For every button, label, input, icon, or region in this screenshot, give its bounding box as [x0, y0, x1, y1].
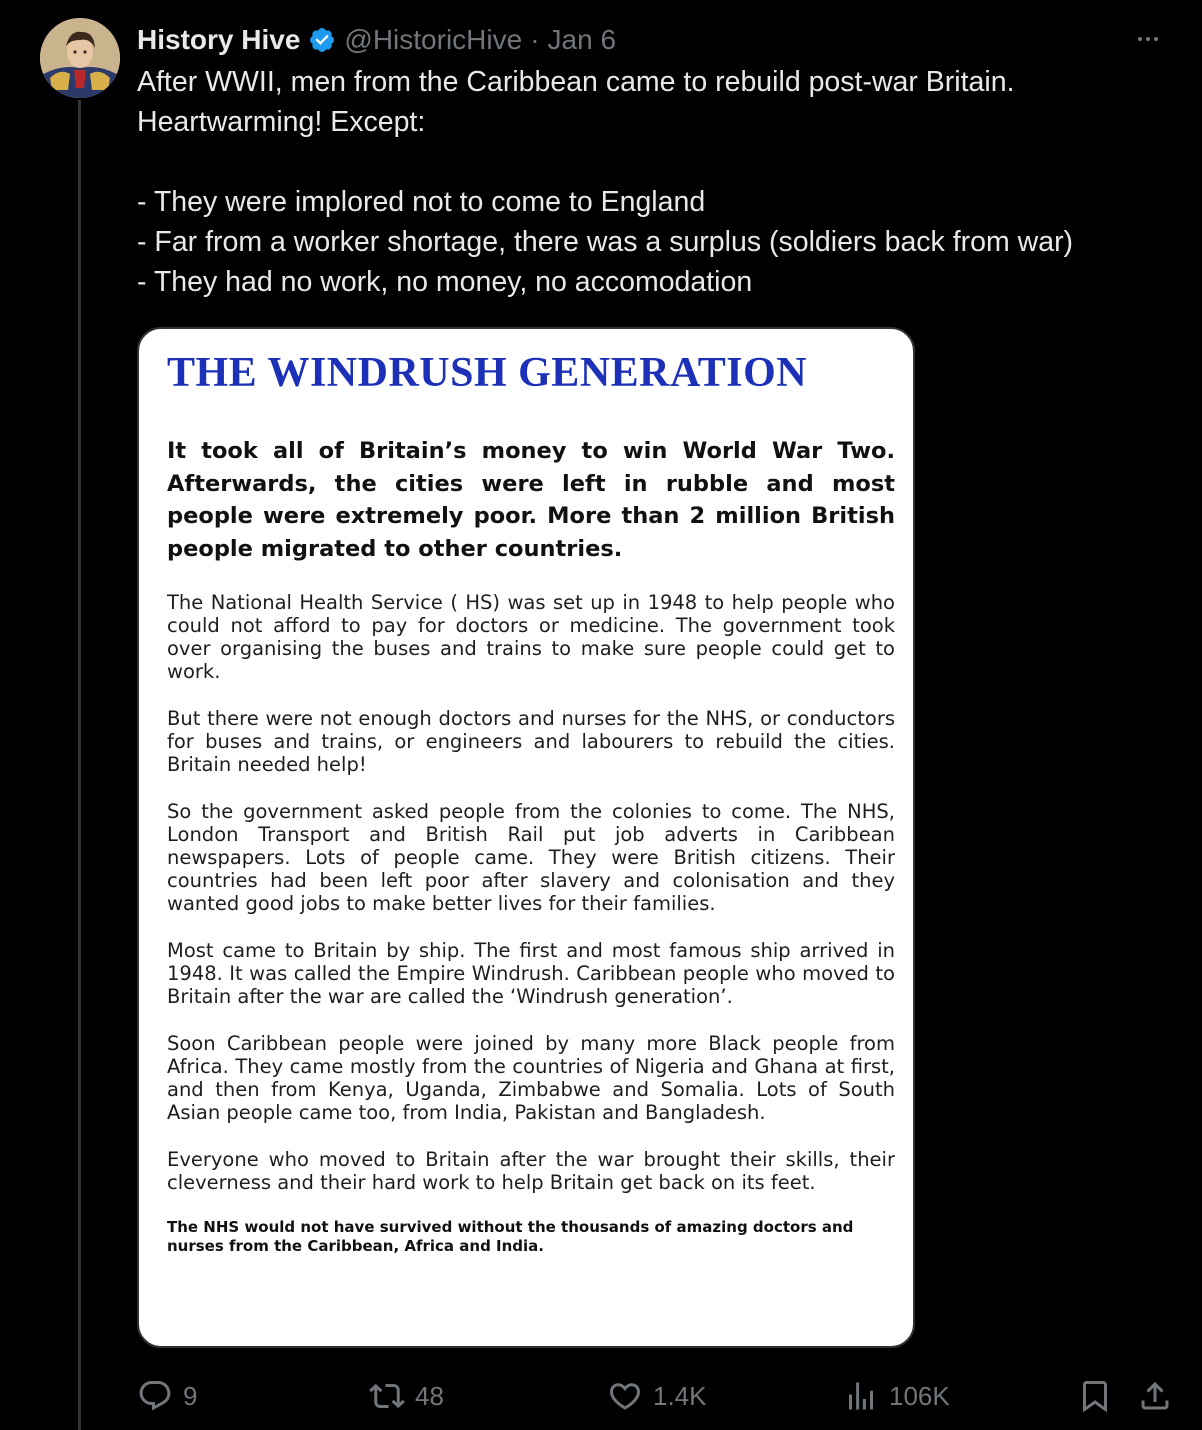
avatar-portrait-image: [40, 18, 120, 98]
more-icon[interactable]: [1128, 24, 1168, 54]
reply-icon: [137, 1378, 173, 1414]
document-paragraph: So the government asked people from the colonies to come. The NHS, London Transport and British Rail put job adverts in Caribbean newspapers. Lots of people came. They were British citizens. Their countries had been left poor after slavery and colonisation and they wanted good jobs to make better lives for their families.: [167, 800, 895, 915]
retweet-count: 48: [415, 1380, 444, 1411]
header-separator: ·: [530, 24, 540, 55]
share-icon: [1137, 1378, 1173, 1414]
bookmark-button[interactable]: [1077, 1372, 1113, 1420]
like-icon: [607, 1378, 643, 1414]
views-icon: [843, 1378, 879, 1414]
author-display-name[interactable]: History Hive: [137, 24, 301, 55]
tweet-media-image[interactable]: [137, 327, 915, 1348]
reply-count: 9: [183, 1380, 198, 1411]
reply-button[interactable]: [137, 1372, 197, 1420]
like-button[interactable]: [607, 1372, 707, 1420]
avatar[interactable]: [40, 18, 120, 98]
author-handle[interactable]: @HistoricHive: [344, 24, 523, 55]
views-button[interactable]: [843, 1372, 950, 1420]
bookmark-icon: [1077, 1378, 1113, 1414]
share-button[interactable]: [1137, 1372, 1173, 1420]
tweet-text: [137, 62, 1177, 302]
thread-line: [78, 100, 81, 1430]
tweet-line: - They had no work, no money, no accomodation: [137, 266, 753, 298]
verified-badge-icon: [308, 26, 336, 54]
tweet-line: - Far from a worker shortage, there was a surplus (soldiers back from war): [137, 226, 1074, 258]
tweet-actions: [137, 1372, 1177, 1420]
retweet-icon: [369, 1378, 405, 1414]
like-count: 1.4K: [653, 1380, 707, 1411]
document-paragraph: Everyone who moved to Britain after the war brought their skills, their cleverness and their hard work to help Britain get back on its feet.: [167, 1148, 895, 1194]
windrush-document: [167, 349, 895, 1256]
document-paragraph: Soon Caribbean people were joined by many more Black people from Africa. They came mostly from the countries of Nigeria and Ghana at first, and then from Kenya, Uganda, Zimbabwe and Somalia. Lots of South Asian people came too, from India, Pakistan and Bangladesh.: [167, 1032, 895, 1124]
tweet-date[interactable]: Jan 6: [547, 24, 617, 55]
document-footnote: The NHS would not have survived without the thousands of amazing doctors and nurses from the Caribbean, Africa and India.: [167, 1218, 854, 1255]
document-paragraph: But there were not enough doctors and nurses for the NHS, or conductors for buses and trains, or engineers and labourers to rebuild the cities. Britain needed help!: [167, 707, 895, 776]
document-lead: It took all of Britain’s money to win World War Two. Afterwards, the cities were left in rubble and most people were extremely poor. More than 2 million British people migrated to other countries.: [167, 438, 895, 562]
views-count: 106K: [889, 1380, 950, 1411]
document-title: THE WINDRUSH GENERATION: [167, 350, 808, 396]
document-paragraph: Most came to Britain by ship. The first and most famous ship arrived in 1948. It was called the Empire Windrush. Caribbean people who moved to Britain after the war are called the ‘Windrush generation’.: [167, 939, 895, 1008]
tweet-header: [137, 20, 616, 60]
retweet-button[interactable]: [369, 1372, 444, 1420]
tweet-line: Heartwarming! Except:: [137, 106, 426, 138]
tweet-line: After WWII, men from the Caribbean came to rebuild post-war Britain.: [137, 66, 1015, 98]
tweet-line: - They were implored not to come to England: [137, 186, 706, 218]
document-paragraph: The National Health Service ( HS) was set up in 1948 to help people who could not afford to pay for doctors or medicine. The government took over organising the buses and trains to make sure people could get to work.: [167, 591, 895, 683]
